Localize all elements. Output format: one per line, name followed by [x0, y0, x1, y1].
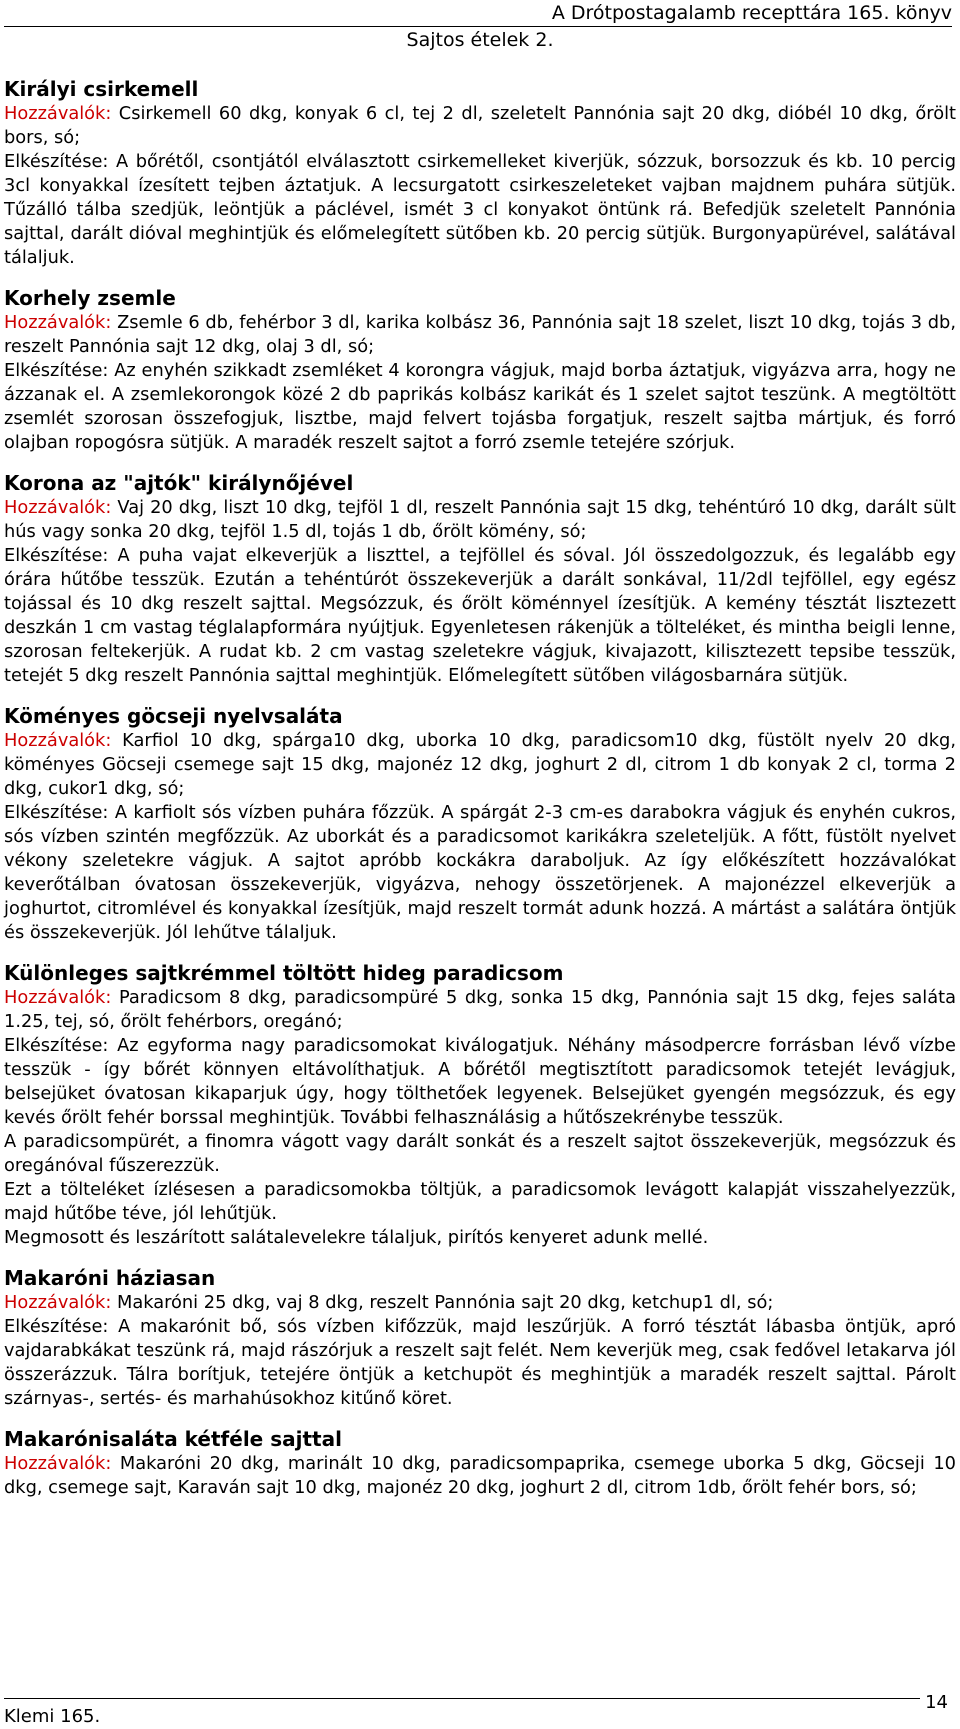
- recipe-title: Korhely zsemle: [4, 286, 176, 310]
- ingredients-text: Vaj 20 dkg, liszt 10 dkg, tejföl 1 dl, reszelt Pannónia sajt 15 dkg, tehéntúró 10 dkg, darált sült hús vagy sonka 20 dkg, tejföl 1.5 dl, tojás 1 db, őrölt kömény, só;: [4, 497, 956, 542]
- preparation-text: Az egyforma nagy paradicsomokat kiválogatjuk. Néhány másodpercre forrásban lévő vízbe tesszük - így bőrét könnyen eltávolíthatjuk. A bőrétől megtisztított paradicsomok tetejét levágjuk, belsejüket óvatosan kikaparjuk úgy, hogy tölthetőek legyenek. Belsejüket gyengén megsózzuk, és egy kevés őrölt fehér borssal meghintjük. További felhasználásig a hűtőszekrénybe tesszük.: [4, 1035, 956, 1128]
- preparation-label: Elkészítése:: [4, 545, 109, 566]
- recipe-paragraph: A paradicsompürét, a finomra vágott vagy darált sonkát és a reszelt sajtot összekeverjük, megsózzuk és oregánóval fűszerezzük.: [4, 1131, 956, 1176]
- ingredients-text: Makaróni 20 dkg, marinált 10 dkg, paradicsompaprika, csemege uborka 5 dkg, Göcseji 10 dkg, csemege sajt, Karaván sajt 10 dkg, majonéz 20 dkg, joghurt 2 dl, citrom 1db, őrölt fehér bors, só;: [4, 1453, 956, 1498]
- recipe-ingredients: [4, 729, 956, 801]
- recipe-paragraph: Ezt a tölteléket ízlésesen a paradicsomokba töltjük, a paradicsomok levágott kalapját visszahelyezzük, majd hűtőbe téve, jól lehűtjük.: [4, 1179, 956, 1224]
- ingredients-text: Karfiol 10 dkg, spárga10 dkg, uborka 10 dkg, paradicsom10 dkg, füstölt nyelv 20 dkg, köményes Göcseji csemege sajt 15 dkg, majonéz 12 dkg, joghurt 2 dl, citrom 1 db konyak 2 cl, torma 2 dkg, cukor1 dkg, só;: [4, 730, 956, 799]
- ingredients-text: Makaróni 25 dkg, vaj 8 dkg, reszelt Pannónia sajt 20 dkg, ketchup1 dl, só;: [117, 1292, 774, 1313]
- recipe-preparation: [4, 544, 956, 688]
- recipe-preparation: [4, 1315, 956, 1411]
- ingredients-label: Hozzávalók:: [4, 987, 112, 1008]
- recipe-ingredients: [4, 1291, 956, 1315]
- recipe-title: Köményes göcseji nyelvsaláta: [4, 704, 343, 728]
- chapter-subtitle: Sajtos ételek 2.: [406, 29, 554, 51]
- ingredients-text: Paradicsom 8 dkg, paradicsompüré 5 dkg, sonka 15 dkg, Pannónia sajt 15 dkg, fejes saláta 1.25, tej, só, őrölt fehérbors, oregánó;: [4, 987, 956, 1032]
- preparation-label: Elkészítése:: [4, 1316, 109, 1337]
- recipe: [4, 76, 956, 270]
- recipe: [4, 703, 956, 945]
- recipe-title: Makarónisaláta kétféle sajttal: [4, 1427, 342, 1451]
- recipe-preparation: [4, 1034, 956, 1130]
- recipe-title: Különleges sajtkrémmel töltött hideg paradicsom: [4, 961, 564, 985]
- footer-divider: [4, 1698, 920, 1699]
- recipe-list: [4, 76, 956, 1515]
- preparation-text: A karfiolt sós vízben puhára főzzük. A spárgát 2-3 cm-es darabokra vágjuk és enyhén cukros, sós vízben szintén megfőzzük. Az uborkát és a paradicsomot karikákra szeleteljük. A főtt, füstölt nyelvet vékony szeletekre vágjuk. A sajtot apróbb kockákra daraboljuk. Az így előkészített hozzávalókat keverőtálban óvatosan összekeverjük, vigyázva, nehogy összetörjenek. A majonézzel elkeverjük a joghurtot, citromlével és konyakkal ízesítjük, majd reszelt tormát adunk hozzá. A mártást a salátára öntjük és összekeverjük. Jól lehűtve tálaljuk.: [4, 802, 956, 943]
- recipe-preparation: [4, 359, 956, 455]
- preparation-text: A puha vajat elkeverjük a liszttel, a tejföllel és sóval. Jól összedolgozzuk, és legalább egy órára hűtőbe tesszük. Ezután a tehéntúrót összekeverjük a darált sonkával, 11/2dl tejföllel, egy egész tojással és 10 dkg reszelt sajttal. Megsózzuk, és őrölt köménnyel ízesítjük. A kemény tésztát lisztezett deszkán 1 cm vastag téglalapformára nyújtjuk. Egyenletesen rákenjük a tölteléket, és mintha beigli lenne, szorosan feltekerjük. A rudat kb. 2 cm vastag szeletekre vágjuk, kivajazott, kilisztezett tepsibe tesszük, tetejét 5 dkg reszelt Pannónia sajttal meghintjük. Előmelegített sütőben világosbarnára sütjük.: [4, 545, 957, 686]
- ingredients-text: Csirkemell 60 dkg, konyak 6 cl, tej 2 dl, szeletelt Pannónia sajt 20 dkg, dióbél 10 dkg, őrölt bors, só;: [4, 103, 956, 148]
- ingredients-label: Hozzávalók:: [4, 1292, 112, 1313]
- recipe-paragraph: Megmosott és leszárított salátalevelekre tálaljuk, pirítós kenyeret adunk mellé.: [4, 1227, 709, 1248]
- recipe-title: Korona az "ajtók" királynőjével: [4, 471, 354, 495]
- preparation-text: A bőrétől, csontjától elválasztott csirkemelleket kiverjük, sózzuk, borsozzuk és kb. 10 percig 3cl konyakkal ízesített tejben áztatjuk. A lecsurgatott csirkeszeleteket vajban majdnem puhára sütjük. Tűzálló tálba szedjük, leöntjük a páclével, ismét 3 cl konyakot öntünk rá. Befedjük szeletelt Pannónia sajttal, darált dióval meghintjük és előmelegített sütőben kb. 20 percig sütjük. Burgonyapürével, salátával tálaljuk.: [4, 151, 957, 268]
- recipe: [4, 470, 956, 688]
- page-number: 14: [925, 1692, 948, 1713]
- recipe: [4, 285, 956, 455]
- recipe-preparation: [4, 801, 956, 945]
- page-header: [4, 0, 956, 53]
- preparation-label: Elkészítése:: [4, 360, 109, 381]
- ingredients-text: Zsemle 6 db, fehérbor 3 dl, karika kolbász 36, Pannónia sajt 18 szelet, liszt 10 dkg, tojás 3 db, reszelt Pannónia sajt 12 dkg, olaj 3 dl, só;: [4, 312, 956, 357]
- recipe-preparation: [4, 150, 956, 270]
- recipe-title: Makaróni háziasan: [4, 1266, 216, 1290]
- recipe: [4, 1265, 956, 1411]
- ingredients-label: Hozzávalók:: [4, 497, 112, 518]
- recipe: [4, 960, 956, 1250]
- recipe-ingredients: [4, 1452, 956, 1500]
- recipe-ingredients: [4, 986, 956, 1034]
- preparation-text: A makarónit bő, sós vízben kifőzzük, majd leszűrjük. A forró tésztát lábasba öntjük, apró vajdarabkákat teszünk rá, majd rászórjuk a reszelt sajt felét. Nem keverjük meg, csak fedővel letakarva jól összerázzuk. Tálra borítjuk, tetejére öntjük a ketchupöt és meghintjük a maradék reszelt sajttal. Párolt szárnyas-, sertés- és marhahúsokhoz kitűnő köret.: [4, 1316, 956, 1409]
- ingredients-label: Hozzávalók:: [4, 312, 112, 333]
- recipe-ingredients: [4, 496, 956, 544]
- page-footer: [4, 1690, 956, 1729]
- recipe: [4, 1426, 956, 1500]
- recipe-title: Királyi csirkemell: [4, 77, 199, 101]
- preparation-label: Elkészítése:: [4, 151, 109, 172]
- footer-author: Klemi 165.: [4, 1706, 101, 1727]
- ingredients-label: Hozzávalók:: [4, 103, 112, 124]
- book-title: A Drótpostagalamb recepttára 165. könyv: [551, 2, 952, 24]
- preparation-label: Elkészítése:: [4, 802, 109, 823]
- ingredients-label: Hozzávalók:: [4, 730, 112, 751]
- preparation-label: Elkészítése:: [4, 1035, 109, 1056]
- preparation-text: Az enyhén szikkadt zsemléket 4 korongra vágjuk, majd borba áztatjuk, vigyázva arra, hogy ne ázzanak el. A zsemlekorongok közé 2 db paprikás kolbász karikát és 1 szelet sajtot teszünk. A megtöltött zsemlét szorosan összefogjuk, lisztbe, majd felvert tojásba forgatjuk, reszelt sajtba mártjuk, és forró olajban ropogósra sütjük. A maradék reszelt sajtot a forró zsemle tetejére szórjuk.: [4, 360, 956, 453]
- ingredients-label: Hozzávalók:: [4, 1453, 112, 1474]
- recipe-ingredients: [4, 311, 956, 359]
- recipe-ingredients: [4, 102, 956, 150]
